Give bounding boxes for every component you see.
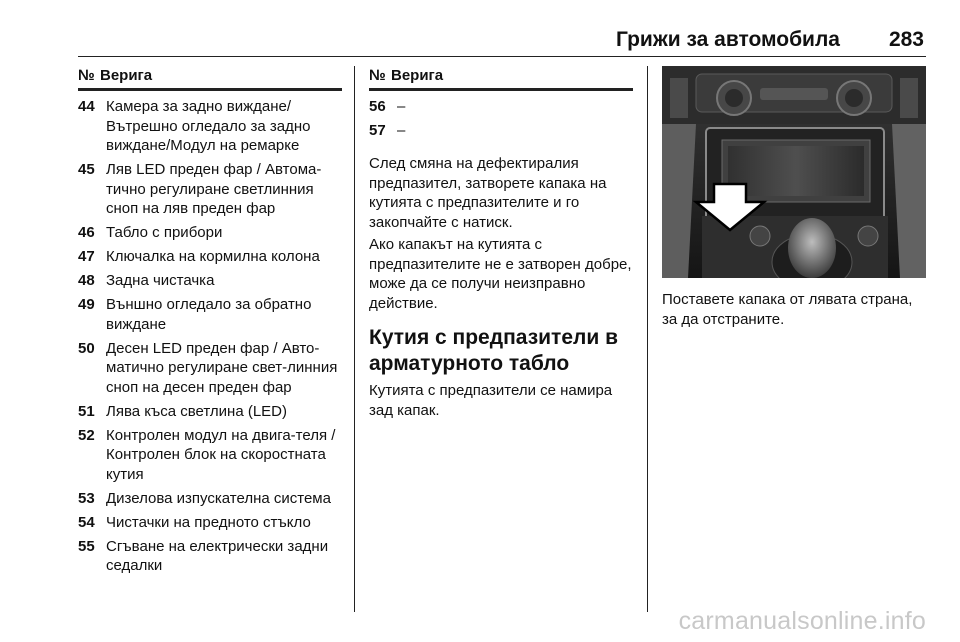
row-number: 46 [78, 224, 95, 241]
column-header-number: № [369, 67, 386, 84]
row-number: 48 [78, 272, 95, 289]
row-text: Десен LED преден фар / Авто-матично регулиране свет-линния сноп на десен преден фар [106, 339, 338, 396]
page-header [78, 26, 926, 57]
row-number: 55 [78, 537, 95, 555]
table-row [78, 426, 342, 485]
row-text: – [397, 122, 406, 139]
table-row [78, 489, 342, 509]
row-number: 57 [369, 122, 386, 139]
table-header [369, 66, 633, 91]
row-text: Външно огледало за обратно виждане [106, 296, 312, 333]
table-row [78, 247, 342, 267]
table-row [78, 160, 342, 219]
row-number: 49 [78, 296, 95, 313]
instruction-paragraph: След смяна на дефектиралия предпазител, затворете капака на кутията с предпазителите и го закопчайте с натиск. [369, 155, 607, 231]
row-number: 50 [78, 339, 95, 357]
row-text: Камера за задно виждане/ Вътрешно огледало за задно виждане/Модул на ремарке [106, 98, 311, 154]
table-header [78, 66, 342, 91]
table-row [78, 402, 342, 422]
row-text: Задна чистачка [106, 272, 215, 289]
row-text: Дизелова изпускателна система [106, 489, 331, 507]
text-column-2 [369, 66, 633, 420]
watermark: carmanualsonline.info [678, 607, 926, 635]
row-number: 51 [78, 402, 95, 420]
column-header-circuit: Верига [100, 67, 153, 84]
table-row [78, 339, 342, 398]
row-text: Лява къса светлина (LED) [106, 402, 288, 420]
table-row [369, 121, 633, 141]
row-text: Ляв LED преден фар / Автома-тично регулиране светлинния сноп на ляв преден фар [106, 161, 322, 217]
row-text: Чистачки на предното стъкло [106, 513, 311, 531]
column-header-circuit: Верига [391, 67, 444, 84]
table-row [78, 271, 342, 291]
image-column-3 [662, 66, 926, 329]
row-text: Ключалка на кормилна колона [106, 248, 320, 265]
row-text: Контролен модул на двига-теля / Контролен блок на скоростната кутия [106, 426, 336, 483]
row-number: 44 [78, 98, 95, 115]
row-number: 52 [78, 426, 95, 444]
table-row [78, 295, 342, 334]
fuse-box-cover-photo [662, 66, 926, 278]
table-row [78, 513, 342, 533]
section-heading: Кутия с предпазители в арматурното табло [369, 326, 618, 375]
photo-caption: Поставете капака от лявата страна, за да отстраните. [662, 291, 913, 328]
table-row [78, 97, 342, 156]
fuse-table-column-1 [78, 66, 342, 580]
column-header-number: № [78, 67, 95, 84]
row-number: 47 [78, 248, 95, 265]
column-divider [647, 66, 648, 612]
row-text: Табло с прибори [106, 224, 223, 241]
row-number: 54 [78, 513, 95, 531]
page-number: 283 [888, 28, 924, 51]
row-number: 45 [78, 161, 95, 178]
row-text: – [397, 98, 406, 115]
page-title: Грижи за автомобила [615, 28, 840, 51]
table-row [369, 97, 633, 117]
column-divider [354, 66, 355, 612]
table-row [78, 537, 342, 576]
warning-paragraph: Ако капакът на кутията с предпазителите не е затворен добре, може да се получи неизправно действие. [369, 236, 632, 312]
table-row [78, 223, 342, 243]
row-text: Сгъване на електрически задни седалки [106, 537, 329, 574]
row-number: 56 [369, 98, 386, 115]
location-paragraph: Кутията с предпазители се намира зад капак. [369, 382, 613, 419]
row-number: 53 [78, 489, 95, 507]
